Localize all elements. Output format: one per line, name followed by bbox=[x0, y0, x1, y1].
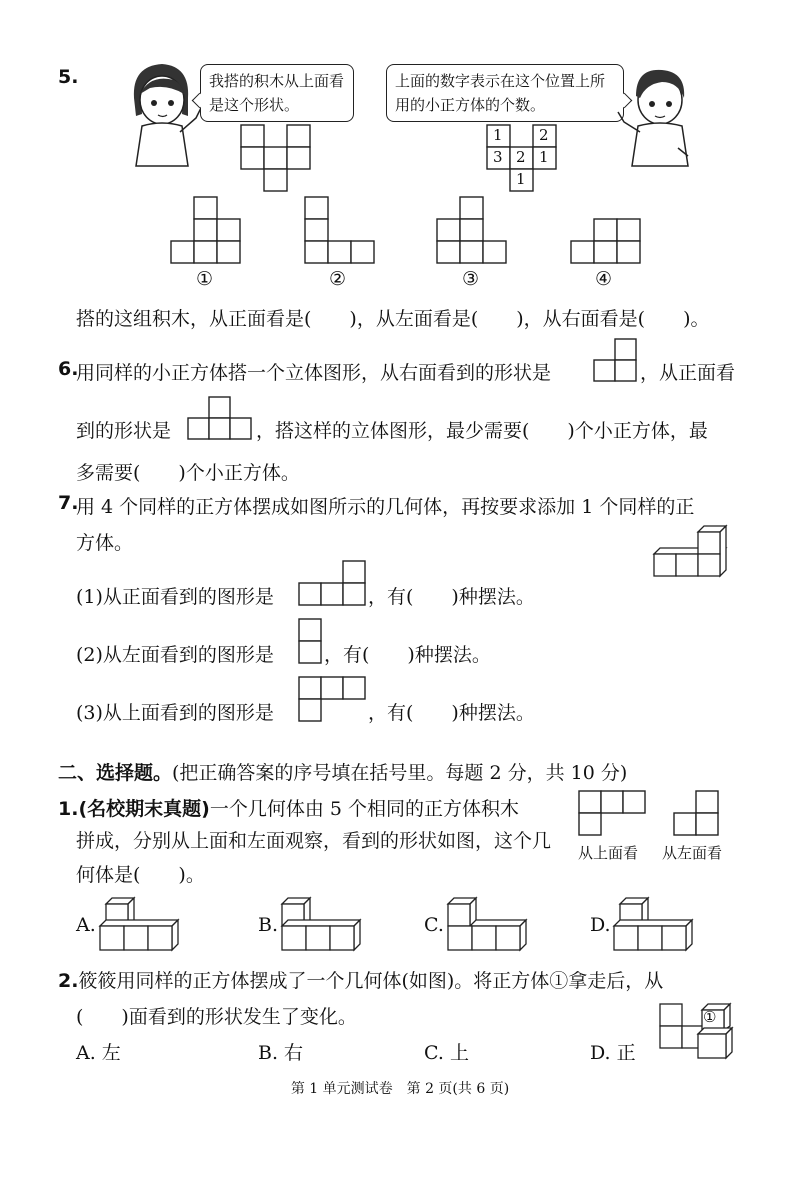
option-d-solid bbox=[612, 894, 698, 952]
front-view-figure bbox=[187, 396, 255, 442]
sub-question: ，有( )种摆法。 bbox=[368, 702, 535, 724]
question-text: ，从正面看 bbox=[640, 362, 736, 384]
section-title: 二、选择题。 bbox=[58, 762, 173, 784]
solid-with-cube-1 bbox=[656, 1000, 740, 1060]
cube-marker: ① bbox=[703, 1008, 717, 1026]
grid-number: 1 bbox=[539, 148, 549, 166]
boy-illustration bbox=[612, 58, 702, 168]
question-text: 拼成，分别从上面和左面观察，看到的形状如图，这个几 bbox=[76, 830, 552, 852]
boy-speech-bubble: 上面的数字表示在这个位置上所用的小正方体的个数。 bbox=[386, 64, 624, 122]
top-view-figure bbox=[240, 124, 314, 192]
option-a: A. bbox=[76, 914, 96, 936]
left-view-figure bbox=[673, 790, 721, 838]
option-c-solid bbox=[446, 894, 532, 952]
sub-question: ，有( )种摆法。 bbox=[324, 644, 491, 666]
question-text: 用同样的小正方体搭一个立体图形，从右面看到的形状是 bbox=[76, 362, 552, 384]
option-figure-2 bbox=[304, 196, 376, 266]
section-note: (把正确答案的序号填在括号里。每题 2 分，共 10 分) bbox=[172, 762, 628, 784]
right-view-figure bbox=[593, 338, 639, 384]
answer-line: 搭的这组积木，从正面看是( )，从左面看是( )，从右面看是( )。 bbox=[76, 308, 710, 330]
choice-question bbox=[58, 794, 519, 821]
option-b: B. bbox=[258, 914, 279, 936]
question-number: 7. bbox=[58, 492, 79, 514]
section-heading bbox=[58, 758, 627, 785]
figure-caption: 从左面看 bbox=[662, 844, 723, 862]
question-number: 1. bbox=[58, 798, 79, 820]
top-view-figure bbox=[578, 790, 648, 838]
grid-number: 2 bbox=[539, 126, 549, 144]
grid-number: 3 bbox=[493, 148, 503, 166]
girl-speech-bubble: 我搭的积木从上面看是这个形状。 bbox=[200, 64, 354, 122]
option-label: ① bbox=[196, 268, 214, 290]
question-text: 到的形状是 bbox=[76, 420, 172, 442]
option-b-solid bbox=[280, 894, 366, 952]
question-text: 何体是( )。 bbox=[76, 864, 205, 886]
question-text: ，搭这样的立体图形，最少需要( )个小正方体，最 bbox=[256, 420, 708, 442]
choice-question bbox=[58, 966, 663, 993]
question-number: 5. bbox=[58, 66, 79, 88]
option-d: D. 正 bbox=[590, 1042, 636, 1064]
option-label: ③ bbox=[462, 268, 480, 290]
question-text: 筱筱用同样的正方体摆成了一个几何体(如图)。将正方体①拿走后，从 bbox=[78, 970, 664, 992]
left-view-figure bbox=[298, 618, 324, 666]
option-c: C. 上 bbox=[424, 1042, 469, 1064]
sub-question: (1)从正面看到的图形是 bbox=[76, 586, 274, 608]
grid-number: 1 bbox=[493, 126, 503, 144]
front-view-figure bbox=[298, 560, 368, 608]
question-text: 用 4 个同样的正方体摆成如图所示的几何体，再按要求添加 1 个同样的正 bbox=[76, 496, 695, 518]
question-tag: (名校期末真题) bbox=[78, 798, 210, 820]
question-text: ( )面看到的形状发生了变化。 bbox=[76, 1006, 357, 1028]
page-footer: 第 1 单元测试卷 第 2 页(共 6 页) bbox=[290, 1081, 510, 1097]
option-label: ② bbox=[329, 268, 347, 290]
question-text: 多需要( )个小正方体。 bbox=[76, 462, 300, 484]
option-a: A. 左 bbox=[76, 1042, 121, 1064]
option-b: B. 右 bbox=[258, 1042, 304, 1064]
option-figure-1 bbox=[170, 196, 242, 266]
sub-question: ，有( )种摆法。 bbox=[368, 586, 535, 608]
option-label: ④ bbox=[595, 268, 613, 290]
sub-question: (3)从上面看到的图形是 bbox=[76, 702, 274, 724]
grid-number: 2 bbox=[516, 148, 526, 166]
question-text: 一个几何体由 5 个相同的正方体积木 bbox=[209, 798, 519, 820]
sub-question: (2)从左面看到的图形是 bbox=[76, 644, 274, 666]
figure-caption: 从上面看 bbox=[578, 844, 639, 862]
girl-illustration bbox=[122, 58, 212, 168]
grid-number: 1 bbox=[516, 170, 526, 188]
question-text: 方体。 bbox=[76, 532, 134, 554]
option-c: C. bbox=[424, 914, 444, 936]
solid-4-cubes bbox=[650, 526, 730, 580]
option-figure-4 bbox=[570, 196, 642, 266]
option-d: D. bbox=[590, 914, 611, 936]
question-number: 2. bbox=[58, 970, 79, 992]
option-a-solid bbox=[98, 894, 184, 952]
question-number: 6. bbox=[58, 358, 79, 380]
top-view-figure bbox=[298, 676, 368, 724]
option-figure-3 bbox=[436, 196, 508, 266]
